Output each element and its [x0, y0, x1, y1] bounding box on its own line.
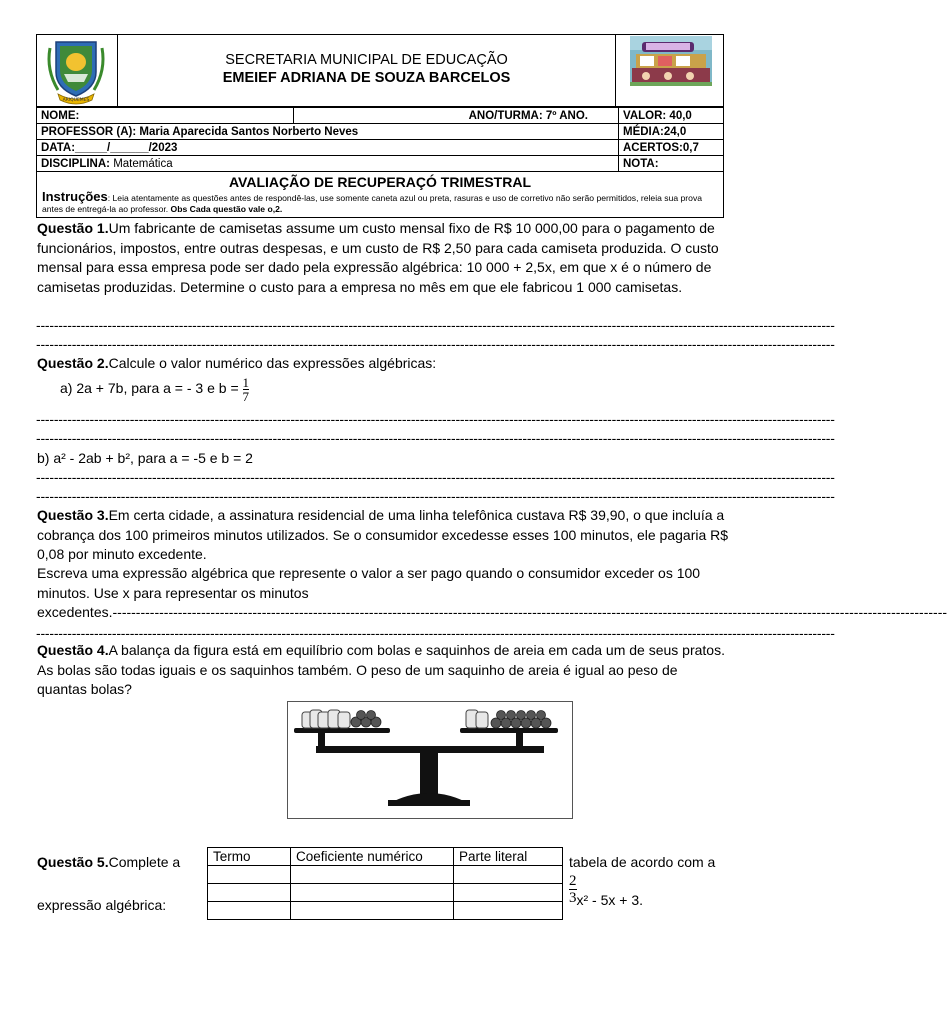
instructions-label: Instruções	[42, 189, 108, 204]
logo-cell	[36, 34, 118, 107]
question-2	[37, 354, 730, 374]
disciplina-key: DISCIPLINA:	[41, 157, 110, 170]
question-5-text-c: expressão algébrica:	[37, 897, 167, 913]
expression-rest: x² - 5x + 3.	[576, 892, 644, 909]
student-info-table	[36, 107, 724, 172]
question-4-label: Questão 4.	[37, 642, 109, 658]
secretaria-title: SECRETARIA MUNICIPAL DE EDUCAÇÃO	[225, 52, 508, 68]
table-row	[208, 884, 563, 902]
answer-line[interactable]: -----------------------------------------------------------------------------------------------------------------------------------------------------------------------------------	[36, 336, 835, 352]
table-cell[interactable]	[208, 902, 291, 920]
question-5-label: Questão 5.	[37, 854, 109, 870]
balance-scale-figure	[287, 701, 573, 819]
question-2-label: Questão 2.	[37, 355, 109, 371]
table-cell[interactable]	[291, 866, 454, 884]
question-2a	[60, 376, 753, 403]
question-2-text: Calcule o valor numérico das expressões algébricas:	[108, 355, 437, 371]
question-1-text: Um fabricante de camisetas assume um custo mensal fixo de R$ 10 000,00 para o pagamento de funcionários, impostos, entre outras despesas, e um custo de R$ 2,50 para cada camiseta produzida. O custo mensal para essa empresa pode ser dado pela expressão algébrica: 10 000 + 2,5x, em que x é o número de camisetas produzidas. Determine o custo para a empresa no mês em que ele fabricou 1 000 camisetas.	[37, 220, 719, 295]
question-5-expression	[569, 873, 643, 908]
table-row	[208, 866, 563, 884]
answer-line[interactable]: -----------------------------------------------------------------------------------------------------------------------------------------------------------------------------------	[36, 317, 835, 333]
fraction-denominator: 7	[242, 389, 250, 404]
question-5-text-b: tabela de acordo com a	[569, 854, 716, 870]
answer-line[interactable]: -----------------------------------------------------------------------------------------------------------------------------------------------------------------------------------	[36, 430, 835, 446]
table-cell[interactable]	[291, 884, 454, 902]
fraction-denominator: 3	[569, 890, 577, 906]
question-3-text: Em certa cidade, a assinatura residencial de uma linha telefônica custava R$ 39,90, o que incluía a cobrança dos 100 primeiros minutos utilizados. Se o consumidor excedesse esses 100 minutos, ele pagaria R$ 0,08 por minuto excedente.	[37, 507, 729, 562]
answer-line[interactable]: -----------------------------------------------------------------------------------------------------------------------------------------------------------------------------------	[36, 488, 835, 504]
table-cell[interactable]	[454, 902, 563, 920]
school-image-cell	[615, 34, 724, 107]
evaluation-title: AVALIAÇÃO DE RECUPERAÇÓ TRIMESTRAL	[228, 174, 532, 190]
fraction-numerator: 1	[242, 375, 250, 390]
instructions	[42, 191, 722, 215]
fraction-one-seventh	[243, 376, 250, 403]
table-header-coeficiente: Coeficiente numérico	[291, 848, 454, 866]
table-header-parte-literal: Parte literal	[454, 848, 563, 866]
question-5	[37, 853, 207, 873]
table-cell[interactable]	[208, 884, 291, 902]
disciplina-value: Matemática	[110, 157, 173, 170]
school-name: EMEIEF ADRIANA DE SOUZA BARCELOS	[222, 70, 511, 86]
table-cell[interactable]	[454, 884, 563, 902]
valor-label: VALOR: 40,0	[619, 108, 724, 124]
question-3-label: Questão 3.	[37, 507, 109, 523]
municipal-crest-logo	[36, 34, 116, 106]
acertos-label: ACERTOS:0,7	[619, 140, 724, 156]
nota-field[interactable]: NOTA:	[619, 156, 724, 172]
question-4-text: A balança da figura está em equilíbrio com bolas e saquinhos de areia em cada um de seus pratos. As bolas são todas iguais e os saquinhos também. O peso de um saquinho de areia é igual ao peso de quantas bolas?	[37, 642, 725, 697]
question-2b: b) a² - 2ab + b², para a = -5 e b = 2	[37, 450, 253, 466]
professor-label: PROFESSOR (A): Maria Aparecida Santos Norberto Neves	[37, 124, 619, 140]
disciplina-label	[37, 156, 619, 172]
logo-text: ARIQUEMES	[62, 98, 90, 103]
question-2a-text: a) 2a + 7b, para a = - 3 e b =	[60, 380, 243, 397]
answer-line[interactable]: -----------------------------------------------------------------------------------------------------------------------------------------------------------------------------------	[36, 469, 835, 485]
question-4	[37, 641, 730, 700]
fraction-numerator: 2	[569, 873, 577, 889]
table-cell[interactable]	[291, 902, 454, 920]
question-3	[37, 506, 730, 565]
school-photo-image	[616, 34, 724, 106]
terms-table	[207, 847, 563, 920]
answer-line[interactable]: -----------------------------------------------------------------------------------------------------------------------------------------------------------------------------------	[36, 411, 835, 427]
question-3-end	[37, 603, 947, 623]
instructions-note: Obs Cada questão vale o,2.	[168, 204, 283, 214]
table-header-termo: Termo	[208, 848, 291, 866]
question-1	[37, 219, 730, 297]
answer-line[interactable]: -----------------------------------------------------------------------------------------------------------------------------------------------------------------------------------	[36, 625, 835, 641]
balance-scale-image	[288, 702, 571, 817]
question-3-instruction: Escreva uma expressão algébrica que represente o valor a ser pago quando o consumidor exceder os 100 minutos. Use x para representar os minutos	[37, 565, 701, 601]
table-cell[interactable]	[454, 866, 563, 884]
question-3-end-text: excedentes.	[37, 604, 113, 620]
question-1-label: Questão 1.	[37, 220, 109, 236]
table-row	[208, 902, 563, 920]
data-field[interactable]: DATA:_____/______/2023	[37, 140, 619, 156]
instructions-text: : Leia atentamente as questões antes de respondê-las, use somente caneta azul ou preta, rasuras e uso de corretivo não serão permitidos, releia sua prova antes de entregá-la ao professor.	[42, 193, 703, 214]
nome-field[interactable]: NOME:	[37, 108, 294, 124]
table-cell[interactable]	[208, 866, 291, 884]
fraction-two-thirds	[569, 873, 577, 906]
question-5-text-a: Complete a	[108, 854, 181, 870]
answer-line[interactable]: -----------------------------------------------------------------------------------------------------------------------------------------------------------------------------------	[112, 604, 947, 620]
media-label: MÉDIA:24,0	[619, 124, 724, 140]
ano-turma-label: ANO/TURMA: 7º ANO.	[294, 108, 619, 124]
